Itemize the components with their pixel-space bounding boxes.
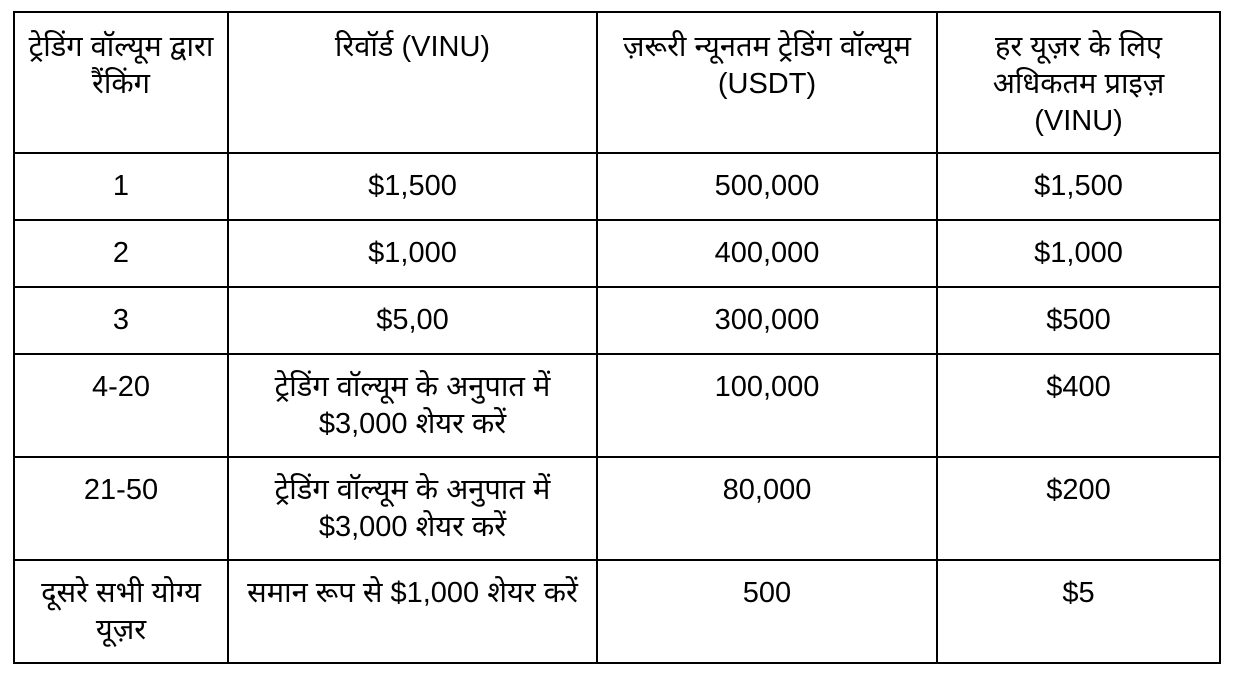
header-rank: ट्रेडिंग वॉल्यूम द्वारा रैंकिंग [14, 12, 228, 153]
cell-reward: ट्रेडिंग वॉल्यूम के अनुपात में $3,000 शेयर करें [228, 457, 597, 560]
table-row [14, 220, 1220, 287]
cell-reward: $1,500 [228, 153, 597, 220]
cell-max-prize: $500 [937, 287, 1220, 354]
header-row [14, 12, 1220, 153]
header-reward: रिवॉर्ड (VINU) [228, 12, 597, 153]
cell-min-volume: 500 [597, 560, 937, 663]
cell-rank: दूसरे सभी योग्य यूज़र [14, 560, 228, 663]
cell-reward: ट्रेडिंग वॉल्यूम के अनुपात में $3,000 शेयर करें [228, 354, 597, 457]
cell-max-prize: $1,000 [937, 220, 1220, 287]
cell-reward: $5,00 [228, 287, 597, 354]
cell-min-volume: 300,000 [597, 287, 937, 354]
cell-max-prize: $5 [937, 560, 1220, 663]
table-row [14, 287, 1220, 354]
table-row [14, 560, 1220, 663]
cell-min-volume: 100,000 [597, 354, 937, 457]
header-max-prize: हर यूज़र के लिए अधिकतम प्राइज़ (VINU) [937, 12, 1220, 153]
header-min-volume: ज़रूरी न्यूनतम ट्रेडिंग वॉल्यूम (USDT) [597, 12, 937, 153]
table-row [14, 457, 1220, 560]
cell-rank: 4-20 [14, 354, 228, 457]
cell-max-prize: $400 [937, 354, 1220, 457]
table-row [14, 153, 1220, 220]
cell-reward: समान रूप से $1,000 शेयर करें [228, 560, 597, 663]
cell-max-prize: $1,500 [937, 153, 1220, 220]
cell-min-volume: 500,000 [597, 153, 937, 220]
cell-rank: 3 [14, 287, 228, 354]
cell-min-volume: 80,000 [597, 457, 937, 560]
table-row [14, 354, 1220, 457]
cell-reward: $1,000 [228, 220, 597, 287]
rewards-table [13, 11, 1221, 664]
cell-min-volume: 400,000 [597, 220, 937, 287]
cell-rank: 21-50 [14, 457, 228, 560]
cell-max-prize: $200 [937, 457, 1220, 560]
cell-rank: 2 [14, 220, 228, 287]
cell-rank: 1 [14, 153, 228, 220]
